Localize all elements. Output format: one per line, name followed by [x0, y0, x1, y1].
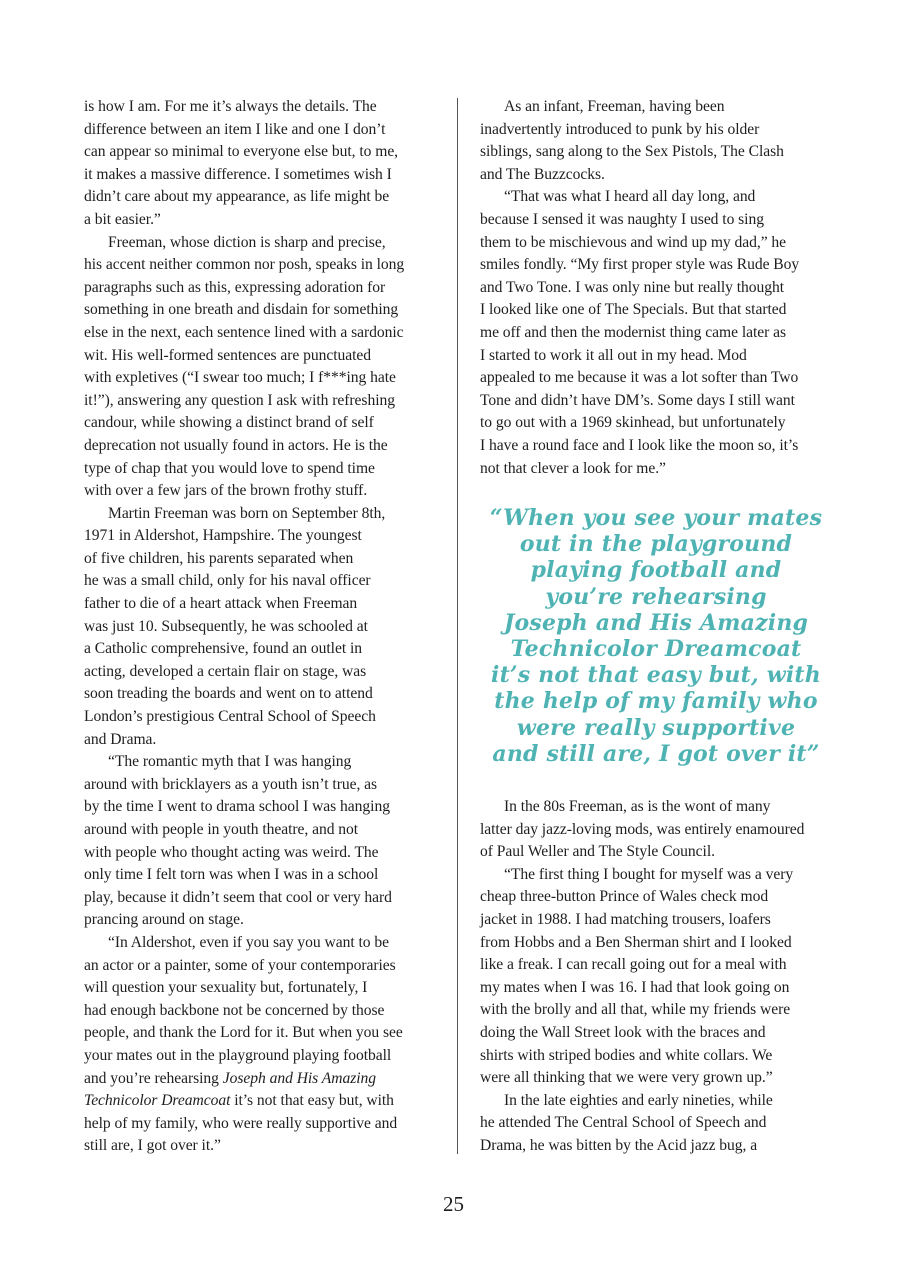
right-column-line: Tone and didn’t have DM’s. Some days I still want [480, 391, 795, 409]
right-column-line: I looked like one of The Specials. But that started [480, 301, 787, 319]
left-column [84, 96, 436, 1158]
left-column-line: had enough backbone not be concerned by those [84, 1001, 385, 1019]
left-column-line: Technicolor Dreamcoat it’s not that easy but, with [84, 1092, 394, 1110]
left-column-line: around with people in youth theatre, and not [84, 821, 359, 838]
right-column-line: and The Buzzcocks. [480, 165, 605, 183]
left-column-line: father to die of a heart attack when Freeman [84, 595, 358, 613]
page-number: 25 [443, 1192, 464, 1216]
left-column-line: his accent neither common nor posh, speaks in long [84, 256, 405, 274]
right-column-line: In the 80s Freeman, as is the wont of many [504, 798, 771, 815]
left-column-line: people, and thank the Lord for it. But when you see [84, 1024, 403, 1042]
right-column-line: siblings, sang along to the Sex Pistols, The Clash [480, 143, 784, 161]
pull-quote-line: it’s not that easy but, with [491, 662, 821, 689]
pull-quote-line: and still are, I got over it” [492, 740, 820, 767]
column-divider [457, 98, 458, 1154]
right-column-line: I started to work it all out in my head. Mod [480, 346, 747, 364]
left-column-line: will question your sexuality but, fortunately, I [84, 979, 368, 997]
left-column-line: candour, while showing a distinct brand of self [84, 414, 374, 432]
left-column-line: only time I felt torn was when I was in a school [84, 866, 379, 884]
left-column-line: “In Aldershot, even if you say you want to be [108, 933, 389, 951]
italic-title: Joseph and His Amazing [222, 1069, 376, 1087]
left-column-line: play, because it didn’t seem that cool or very hard [84, 888, 392, 906]
left-column-line: with expletives (“I swear too much; I f***ing hate [84, 369, 396, 387]
left-column-line: a Catholic comprehensive, found an outlet in [84, 640, 362, 658]
right-column-top [480, 96, 832, 480]
left-column-line: didn’t care about my appearance, as life might be [84, 188, 390, 206]
pull-quote [474, 505, 838, 767]
right-column-line: from Hobbs and a Ben Sherman shirt and I looked [480, 933, 792, 951]
left-column-line: was just 10. Subsequently, he was schooled at [84, 617, 368, 635]
right-column-line: me off and then the modernist thing came later as [480, 323, 787, 341]
left-column-line: can appear so minimal to everyone else but, to me, [84, 143, 399, 161]
left-column-line: still are, I got over it.” [84, 1137, 221, 1155]
pull-quote-line: you’re rehearsing [545, 583, 767, 610]
left-column-line: your mates out in the playground playing football [84, 1046, 392, 1064]
left-column-line: it makes a massive difference. I sometimes wish I [84, 165, 392, 183]
left-column-line: 1971 in Aldershot, Hampshire. The youngest [84, 527, 362, 545]
pull-quote-line: were really supportive [516, 714, 796, 741]
right-column-line: In the late eighties and early nineties, while [504, 1091, 773, 1109]
italic-title: Technicolor Dreamcoat [84, 1092, 231, 1110]
right-column-line: As an infant, Freeman, having been [504, 98, 725, 115]
right-column-line: were all thinking that we were very grown up.” [480, 1069, 773, 1087]
right-column-line: them to be mischievous and wind up my dad,” he [480, 233, 787, 251]
left-column-line: Martin Freeman was born on September 8th, [108, 504, 386, 522]
pull-quote-line: playing football and [530, 557, 782, 584]
left-column-line: paragraphs such as this, expressing adoration for [84, 278, 386, 296]
right-column-line: “That was what I heard all day long, and [504, 188, 756, 206]
right-column-line: with the brolly and all that, while my friends were [480, 1001, 791, 1019]
left-column-line: acting, developed a certain flair on stage, was [84, 662, 367, 680]
left-column-line: and Drama. [84, 730, 157, 748]
right-column-line: appealed to me because it was a lot softer than Two [480, 369, 799, 387]
left-column-line: he was a small child, only for his naval officer [84, 572, 371, 590]
left-column-line: is how I am. For me it’s always the details. The [84, 98, 377, 115]
right-column-line: because I sensed it was naughty I used to sing [480, 210, 764, 228]
left-column-line: an actor or a painter, some of your contemporaries [84, 956, 396, 974]
left-column-line: of five children, his parents separated when [84, 549, 354, 567]
pull-quote-line: the help of my family who [494, 688, 818, 715]
left-column-line: wit. His well-formed sentences are punctuated [84, 346, 371, 364]
pull-quote-line: “When you see your mates [489, 505, 823, 531]
left-column-line: around with bricklayers as a youth isn’t true, as [84, 775, 378, 793]
right-column-bottom [480, 796, 832, 1158]
left-column-line: something in one breath and disdain for something [84, 301, 399, 319]
right-column-line: like a freak. I can recall going out for a meal with [480, 956, 787, 974]
left-column-line: difference between an item I like and one I don’t [84, 120, 386, 138]
right-column-line: shirts with striped bodies and white collars. We [480, 1046, 773, 1064]
left-column-line: and you’re rehearsing Joseph and His Amazing [84, 1069, 376, 1087]
left-column-line: it!”), answering any question I ask with refreshing [84, 391, 395, 409]
left-column-line: a bit easier.” [84, 210, 161, 228]
right-column-line: doing the Wall Street look with the braces and [480, 1023, 766, 1041]
left-column-line: Freeman, whose diction is sharp and precise, [108, 233, 386, 251]
left-column-line: help of my family, who were really supportive and [84, 1114, 398, 1132]
right-column-line: “The first thing I bought for myself was a very [504, 865, 794, 883]
right-column-line: latter day jazz-loving mods, was entirely enamoured [480, 820, 805, 838]
pull-quote-line: Joseph and His Amazing [503, 609, 809, 636]
pull-quote-line: Technicolor Dreamcoat [510, 636, 802, 663]
right-column-line: jacket in 1988. I had matching trousers, loafers [480, 910, 771, 928]
pull-quote-line: out in the playground [519, 531, 793, 558]
left-column-line: else in the next, each sentence lined with a sardonic [84, 323, 404, 341]
left-column-line: by the time I went to drama school I was hanging [84, 798, 390, 816]
left-column-line: prancing around on stage. [84, 911, 244, 929]
left-column-line: deprecation not usually found in actors. He is the [84, 436, 388, 454]
right-column-line: cheap three-button Prince of Wales check mod [480, 888, 769, 906]
right-column-line: my mates when I was 16. I had that look going on [480, 978, 790, 996]
right-column-line: I have a round face and I look like the moon so, it’s [480, 436, 799, 454]
right-column-line: smiles fondly. “My first proper style was Rude Boy [480, 256, 800, 274]
left-column-line: London’s prestigious Central School of Speech [84, 708, 376, 726]
right-column-line: not that clever a look for me.” [480, 459, 666, 477]
right-column-line: Drama, he was bitten by the Acid jazz bug, a [480, 1136, 758, 1154]
left-column-line: with over a few jars of the brown frothy stuff. [84, 482, 368, 500]
right-column-line: of Paul Weller and The Style Council. [480, 843, 715, 861]
right-column-line: and Two Tone. I was only nine but really thought [480, 278, 785, 296]
left-column-line: with people who thought acting was weird. The [84, 843, 379, 861]
left-column-line: soon treading the boards and went on to attend [84, 685, 373, 703]
left-column-line: “The romantic myth that I was hanging [108, 753, 352, 771]
right-column-line: to go out with a 1969 skinhead, but unfortunately [480, 414, 786, 432]
right-column-line: inadvertently introduced to punk by his older [480, 120, 760, 138]
right-column-line: he attended The Central School of Speech and [480, 1114, 767, 1132]
left-column-line: type of chap that you would love to spend time [84, 459, 375, 477]
